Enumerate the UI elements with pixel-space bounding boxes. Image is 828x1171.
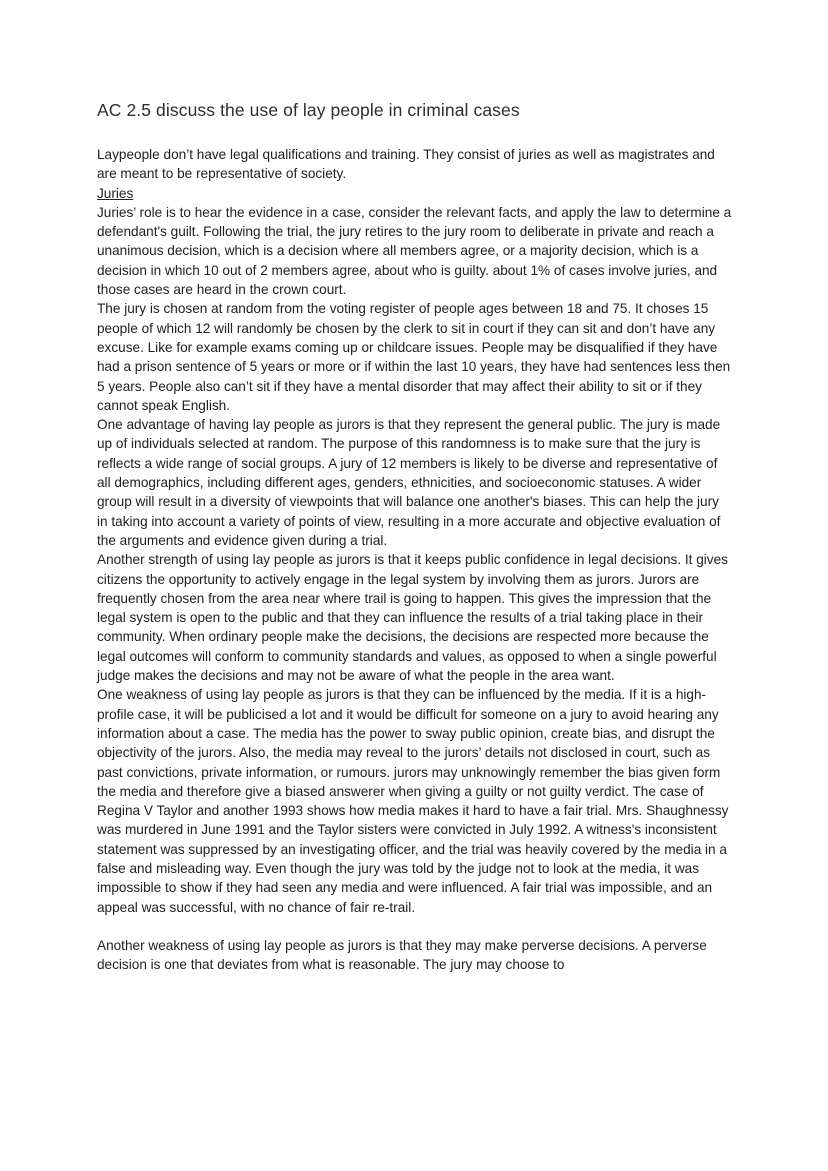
paragraph-advantage-general-public: One advantage of having lay people as jurors is that they represent the general public. The jury is made up of individuals selected at random. The purpose of this randomness is to make sure that the jury is reflects a wide range of social groups. A jury of 12 members is likely to be diverse and representative of all demographics, including different ages, genders, ethnicities, and socioeconomic statuses. A wider group will result in a diversity of viewpoints that will balance one another's biases. This can help the jury in taking into account a variety of points of view, resulting in a more accurate and objective evaluation of the arguments and evidence given during a trial. (97, 417, 721, 548)
heading-juries: Juries (97, 185, 134, 201)
document-title: AC 2.5 discuss the use of lay people in criminal cases (97, 100, 520, 120)
paragraph-juries-role: Juries’ role is to hear the evidence in a case, consider the relevant facts, and apply the law to determine a defendant's guilt. Following the trial, the jury retires to the jury room to deliberate in private and reach a unanimous decision, which is a decision where all members agree, or a majority decision, which is a decision in which 10 out of 2 members agree, about who is guilty. about 1% of cases involve juries, and those cases are heard in the crown court. (97, 204, 732, 298)
paragraph-weakness-perverse: Another weakness of using lay people as jurors is that they may make perverse decisions. A perverse decision is one that deviates from what is reasonable. The jury may choose to (97, 938, 707, 973)
paragraph-jury-selection: The jury is chosen at random from the voting register of people ages between 18 and 75. It choses 15 people of which 12 will randomly be chosen by the clerk to sit in court if they can sit and don’t have any excuse. Like for example exams coming up or childcare issues. People may be disqualified if they have had a prison sentence of 5 years or more or if within the last 10 years, they have had sentences less then 5 years. People also can’t sit if they have a mental disorder that may affect their ability to sit or if they cannot speak English. (97, 301, 731, 413)
paragraph-laypeople-intro: Laypeople don’t have legal qualifications and training. They consist of juries as well as magistrates and are meant to be representative of society. (97, 147, 715, 182)
paragraph-weakness-media: One weakness of using lay people as jurors is that they can be influenced by the media. If it is a high-profile case, it will be publicised a lot and it would be difficult for someone on a jury to avoid hearing any information about a case. The media has the power to sway public opinion, create bias, and disrupt the objectivity of the jurors. Also, the media may reveal to the jurors’ details not disclosed in court, such as past convictions, private information, or rumours. jurors may unknowingly remember the bias given form the media and therefore give a biased answerer when giving a guilty or not guilty verdict. The case of Regina V Taylor and another 1993 shows how media makes it hard to have a fair trial. Mrs. Shaughnessy was murdered in June 1991 and the Taylor sisters were convicted in July 1992. A witness's inconsistent statement was suppressed by an investigating officer, and the trial was heavily covered by the media in a false and misleading way. Even though the jury was told by the judge not to look at the media, it was impossible to show if they had seen any media and were influenced. A fair trial was impossible, and an appeal was successful, with no chance of fair re-trail. (97, 687, 729, 915)
paragraph-strength-public-confidence: Another strength of using lay people as jurors is that it keeps public confidence in legal decisions. It gives citizens the opportunity to actively engage in the legal system by involving them as jurors. Jurors are frequently chosen from the area near where trail is going to happen. This gives the impression that the legal system is open to the public and that they can influence the results of a trial taking place in their community. When ordinary people make the decisions, the decisions are respected more because the legal outcomes will conform to community standards and values, as opposed to when a single powerful judge makes the decisions and may not be aware of what the people in the area want. (97, 552, 728, 684)
